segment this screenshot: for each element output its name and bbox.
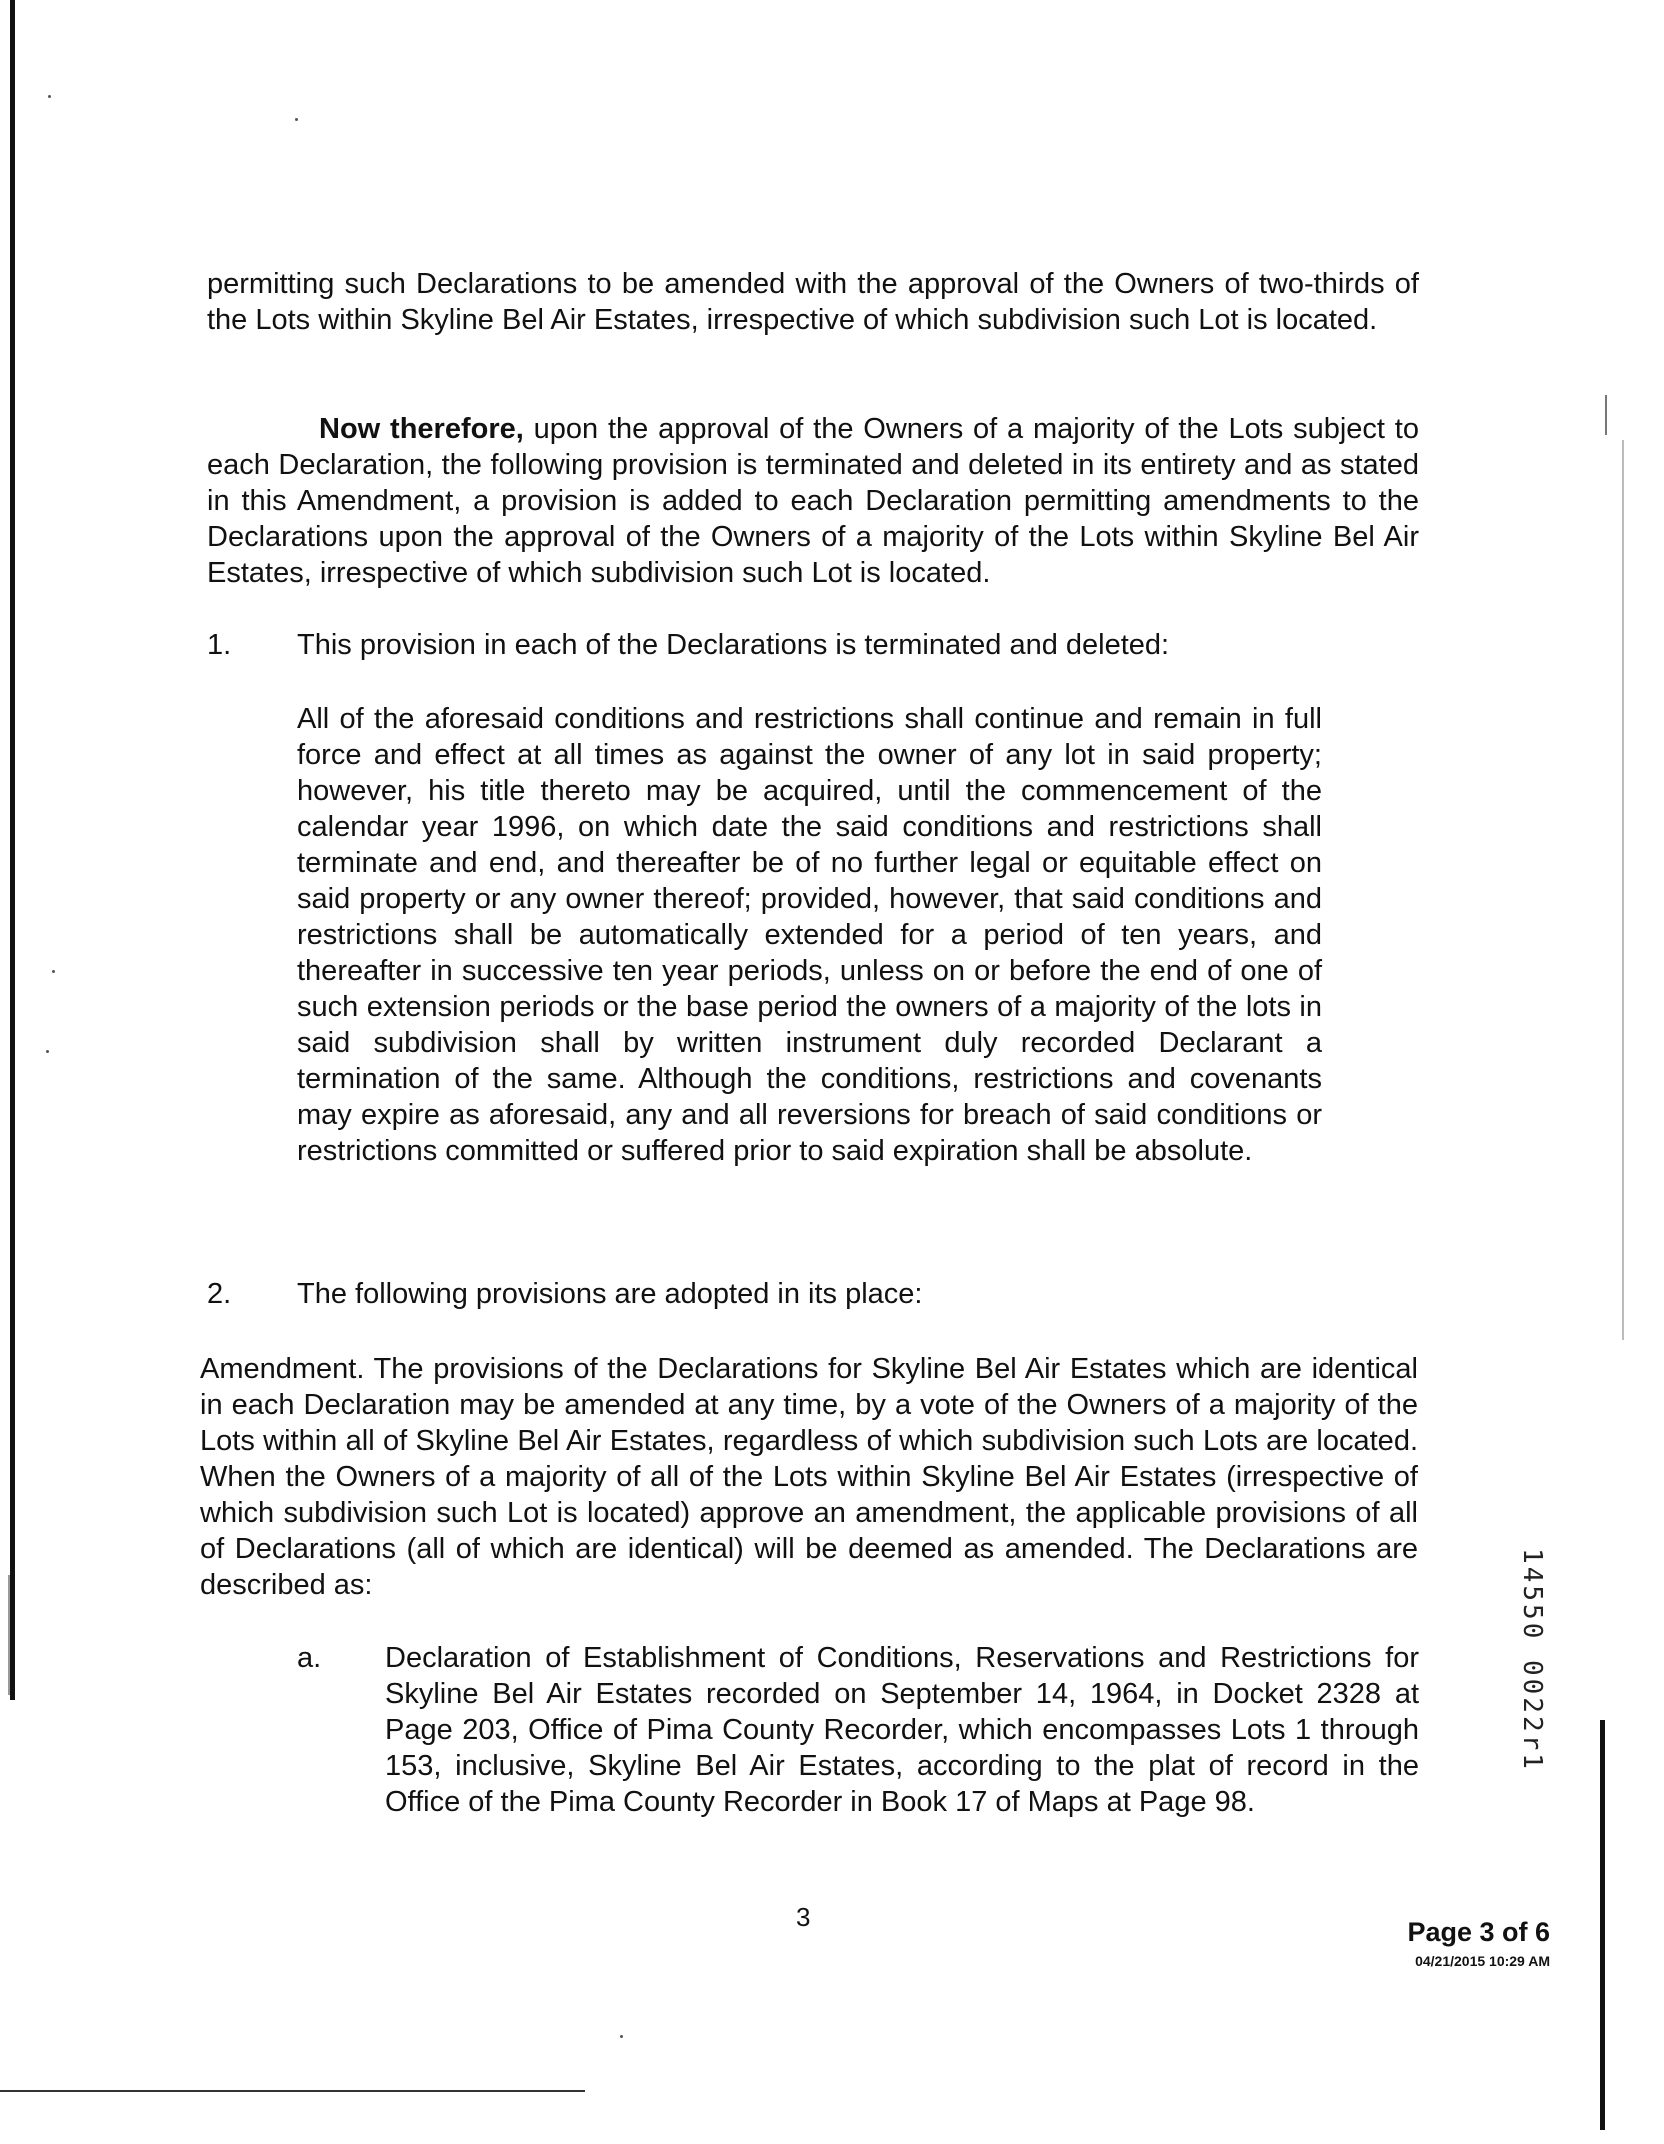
amendment-paragraph: Amendment. The provisions of the Declarations for Skyline Bel Air Estates which are identical in each Declaration may be amended at any time, by a vote of the Owners of a majority of the Lots within all of Skyline Bel Air Estates, regardless of which subdivision such Lots are located. When the Owners of a majority of all of the Lots within Skyline Bel Air Estates (irrespective of which subdivision such Lot is located) approve an amendment, the applicable provisions of all of Declarations (all of which are identical) will be deemed as amended. The Declarations are described as:	[200, 1353, 1418, 1601]
item-number: 2.	[207, 1278, 232, 1310]
scan-speck	[46, 1050, 49, 1053]
sub-item-text: Declaration of Establishment of Conditions, Reservations and Restrictions for Skyline Bel Air Estates recorded on September 14, 1964, in Docket 2328 at Page 203, Office of Pima County Recorder, which encompasses Lots 1 through 153, inclusive, Skyline Bel Air Estates, according to the plat of record in the Office of the Pima County Recorder in Book 17 of Maps at Page 98.	[385, 1642, 1419, 1818]
scan-speck	[295, 118, 298, 121]
now-therefore-lead: Now therefore,	[319, 413, 524, 445]
quoted-provision: All of the aforesaid conditions and restrictions shall continue and remain in full force and effect at all times as against the owner of any lot in said property; however, his title thereto may be acquired, until the commencement of the calendar year 1996, on which date the said conditions and restrictions shall terminate and end, and thereafter be of no further legal or equitable effect on said property or any owner thereof; provided, however, that said conditions and restrictions shall be automatically extended for a period of ten years, and thereafter in successive ten year periods, unless on or before the end of one of such extension periods or the base period the owners of a majority of the lots in said subdivision shall by written instrument duly recorded Declarant a termination of the same. Although the conditions, restrictions and covenants may expire as aforesaid, any and all reversions for breach of said conditions or restrictions committed or suffered prior to said expiration shall be absolute.	[297, 703, 1322, 1167]
page-of-label: Page 3 of 6	[1407, 1917, 1550, 1947]
scan-mark	[1605, 395, 1607, 435]
item-number: 1.	[207, 629, 232, 661]
scan-edge-left	[10, 0, 15, 1700]
scan-mark	[1622, 440, 1624, 1340]
now-therefore-body: upon the approval of the Owners of a majority of the Lots subject to each Declaration, the following provision is terminated and deleted in its entirety and as stated in this Amendment, a provision is added to each Declaration permitting amendments to the Declarations upon the approval of the Owners of a majority of the Lots within Skyline Bel Air Estates, irrespective of which subdivision such Lot is located.	[207, 413, 1419, 589]
now-therefore-paragraph	[207, 411, 1419, 591]
scan-edge-right	[1600, 1720, 1605, 2130]
scan-speck	[52, 970, 55, 973]
item-text: This provision in each of the Declarations is terminated and deleted:	[297, 629, 1170, 661]
docket-stamp-text: 14550 0022r1	[1517, 1548, 1547, 1772]
intro-paragraph: permitting such Declarations to be amended with the approval of the Owners of two-thirds of the Lots within Skyline Bel Air Estates, irrespective of which subdivision such Lot is located.	[207, 268, 1419, 336]
scan-speck	[620, 2035, 623, 2038]
page-number: 3	[796, 1902, 811, 1932]
scan-speck	[48, 95, 51, 98]
scan-mark	[8, 1575, 10, 1695]
item-text: The following provisions are adopted in its place:	[297, 1278, 923, 1310]
sub-item-letter: a.	[297, 1642, 322, 1674]
scan-edge-bottom	[0, 2090, 585, 2092]
docket-stamp	[1492, 1545, 1572, 1775]
timestamp: 04/21/2015 10:29 AM	[1415, 1953, 1550, 1969]
